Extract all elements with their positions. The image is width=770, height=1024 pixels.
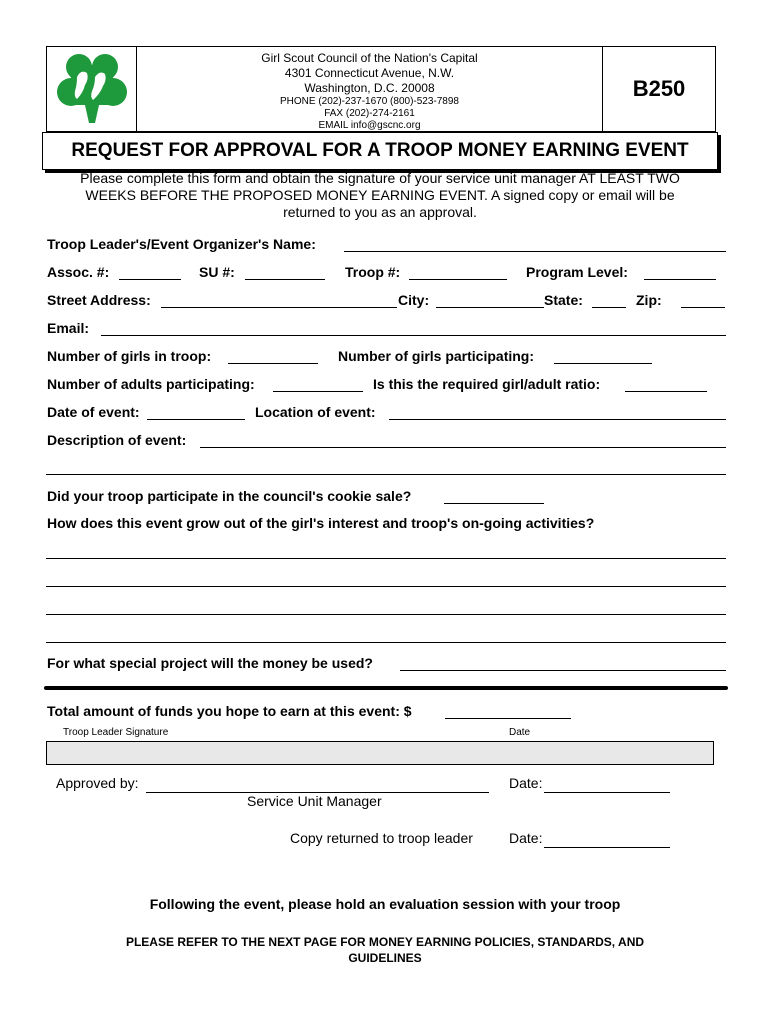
- service-unit-manager-caption: Service Unit Manager: [247, 793, 382, 809]
- address-line-1: 4301 Connecticut Avenue, N.W.: [284, 66, 455, 80]
- program-level-label: Program Level:: [526, 264, 628, 280]
- email-field[interactable]: [101, 335, 726, 336]
- grow-question-label: How does this event grow out of the girl's interest and troop's on-going activities?: [47, 515, 595, 531]
- date-of-event-field[interactable]: [147, 419, 245, 420]
- row-leader-name: [47, 236, 727, 256]
- row-girls: [47, 348, 727, 368]
- total-funds-label: Total amount of funds you hope to earn at this event: $: [47, 703, 412, 719]
- girls-in-troop-label: Number of girls in troop:: [47, 348, 212, 364]
- row-cookie-sale: [47, 488, 727, 508]
- evaluation-note: Following the event, please hold an evaluation session with your troop: [149, 896, 621, 912]
- cookie-sale-field[interactable]: [444, 503, 544, 504]
- copy-returned-label: Copy returned to troop leader: [290, 830, 473, 846]
- location-label: Location of event:: [255, 404, 376, 420]
- row-address: [47, 292, 727, 312]
- row-ids: [47, 264, 727, 284]
- row-adults: [47, 376, 727, 396]
- instructions-line-3: returned to you as an approval.: [283, 204, 477, 220]
- section-divider: [44, 686, 728, 690]
- state-label: State:: [544, 292, 583, 308]
- row-total-funds: [47, 703, 727, 723]
- approved-date-field[interactable]: [544, 792, 670, 793]
- state-field[interactable]: [592, 307, 626, 308]
- instructions: [50, 170, 710, 221]
- leader-signature-label: Troop Leader Signature: [63, 727, 169, 738]
- grow-answer-line-1[interactable]: [46, 558, 726, 559]
- row-email: [47, 320, 727, 340]
- zip-field[interactable]: [681, 307, 725, 308]
- su-label: SU #:: [199, 264, 235, 280]
- troop-label: Troop #:: [345, 264, 401, 280]
- special-project-label: For what special project will the money be used?: [47, 655, 373, 671]
- row-special-project: [47, 655, 727, 675]
- location-field[interactable]: [389, 419, 726, 420]
- row-date-location: [47, 404, 727, 424]
- address-line-2: Washington, D.C. 20008: [304, 81, 435, 95]
- city-label: City:: [398, 292, 430, 308]
- date-of-event-label: Date of event:: [47, 404, 140, 420]
- su-field[interactable]: [245, 279, 325, 280]
- phone-line: PHONE (202)-237-1670 (800)-523-7898: [280, 96, 459, 107]
- street-field[interactable]: [161, 307, 397, 308]
- form-code: B250: [602, 47, 715, 131]
- girl-scout-trefoil-icon: [47, 47, 136, 131]
- refer-note-line-1: PLEASE REFER TO THE NEXT PAGE FOR MONEY EARNING POLICIES, STANDARDS, AND: [125, 935, 645, 949]
- grow-answer-line-2[interactable]: [46, 586, 726, 587]
- signature-date-label: Date: [509, 727, 531, 738]
- adults-participating-field[interactable]: [273, 391, 363, 392]
- council-address: [136, 51, 603, 132]
- copy-returned-date-field[interactable]: [544, 847, 670, 848]
- approved-date-label: Date:: [509, 775, 543, 791]
- grow-answer-line-4[interactable]: [46, 642, 726, 643]
- cookie-sale-label: Did your troop participate in the council's cookie sale?: [47, 488, 412, 504]
- row-grow-question: [47, 515, 727, 535]
- ratio-label: Is this the required girl/adult ratio:: [373, 376, 601, 392]
- copy-returned-date-label: Date:: [509, 830, 543, 846]
- letterhead: [46, 46, 716, 132]
- girls-in-troop-field[interactable]: [228, 363, 318, 364]
- email-label: Email:: [47, 320, 90, 336]
- assoc-label: Assoc. #:: [47, 264, 110, 280]
- refer-note-line-2: GUIDELINES: [348, 951, 422, 965]
- assoc-field[interactable]: [119, 279, 181, 280]
- description-field[interactable]: [200, 447, 726, 448]
- grow-answer-line-3[interactable]: [46, 614, 726, 615]
- org-name: Girl Scout Council of the Nation's Capital: [261, 51, 478, 65]
- ratio-field[interactable]: [625, 391, 707, 392]
- fax-line: FAX (202)-274-2161: [324, 108, 415, 119]
- program-level-field[interactable]: [644, 279, 716, 280]
- instructions-line-1: Please complete this form and obtain the signature of your service unit manager AT LEAST TWO: [80, 170, 680, 186]
- leader-name-field[interactable]: [344, 251, 726, 252]
- city-field[interactable]: [436, 307, 544, 308]
- adults-participating-label: Number of adults participating:: [47, 376, 255, 392]
- zip-label: Zip:: [636, 292, 662, 308]
- form-title: REQUEST FOR APPROVAL FOR A TROOP MONEY EARNING EVENT: [42, 132, 718, 170]
- girls-participating-field[interactable]: [554, 363, 652, 364]
- street-label: Street Address:: [47, 292, 151, 308]
- email-line: EMAIL info@gscnc.org: [318, 120, 421, 131]
- instructions-line-2: WEEKS BEFORE THE PROPOSED MONEY EARNING EVENT. A signed copy or email will be: [85, 187, 675, 203]
- description-label: Description of event:: [47, 432, 187, 448]
- special-project-field[interactable]: [400, 670, 726, 671]
- refer-note: [0, 934, 770, 966]
- row-description: [47, 432, 727, 452]
- approved-by-label: Approved by:: [56, 775, 139, 791]
- total-funds-field[interactable]: [445, 718, 571, 719]
- logo-cell: [47, 47, 137, 131]
- girls-participating-label: Number of girls participating:: [338, 348, 535, 364]
- leader-signature-field[interactable]: [46, 741, 714, 765]
- description-line-2[interactable]: [46, 474, 726, 475]
- leader-name-label: Troop Leader's/Event Organizer's Name:: [47, 236, 316, 252]
- troop-field[interactable]: [409, 279, 507, 280]
